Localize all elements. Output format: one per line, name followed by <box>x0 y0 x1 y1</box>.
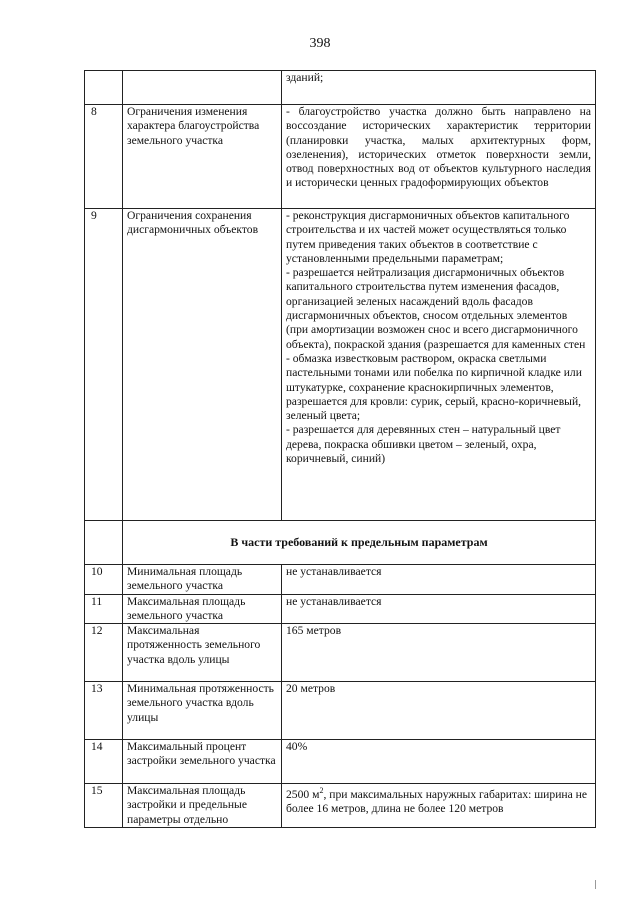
value-superscript: 2 <box>319 786 324 796</box>
row-number: 9 <box>85 209 123 521</box>
table-row <box>85 682 596 740</box>
section-empty-cell <box>85 521 123 565</box>
table-row <box>85 740 596 784</box>
row-number: 13 <box>85 682 123 740</box>
table-row <box>85 105 596 209</box>
value-rest: , при максимальных наружных габаритах: ширина не более 16 метров, длина не более 120 метров <box>286 788 587 816</box>
row-value: не устанавливается <box>282 594 596 624</box>
section-row <box>85 521 596 565</box>
row-parameter: Минимальная площадь земельного участка <box>123 565 282 595</box>
row-value: - реконструкция дисгармоничных объектов капитального строительства и их частей может осуществляться только путем приведения таких объектов в соответствие с установленными предельными параметрам; - разрешается нейтрализация дисгармоничных объектов капитального строительства путем изменения фасадов, организацией зеленых насаждений вдоль фасадов дисгармоничных объектов, сносом отдельных элементов (при амортизации возможен снос и всего дисгармоничного объекта), покраской здания (разрешается для каменных стен - обмазка известковым раствором, окраска светлыми пастельными тонами или побелка по кирпичной кладке или штукатурке, сохранение краснокирпичных элементов, разрешается для кровли: сурик, серый, красно-коричневый, зеленый цвета; - разрешается для деревянных стен – натуральный цвет дерева, покраска обшивки цветом – зеленый, охра, коричневый, синий) <box>282 209 596 521</box>
table-row <box>85 784 596 828</box>
row-number: 8 <box>85 105 123 209</box>
row-number: 11 <box>85 594 123 624</box>
row-parameter: Ограничения изменения характера благоустройства земельного участка <box>123 105 282 209</box>
row-number: 10 <box>85 565 123 595</box>
regulations-table <box>84 70 596 828</box>
row-parameter: Минимальная протяженность земельного участка вдоль улицы <box>123 682 282 740</box>
row-value <box>282 784 596 828</box>
row-value: - благоустройство участка должно быть направлено на воссоздание исторических характеристик территории (планировки участка, малых архитектурных форм, озеленения), исторических отметок поверхности земли, отвод поверхностных вод от объектов культурного наследия и исторически ценных градоформирующих объектов <box>282 105 596 209</box>
row-parameter: Максимальная площадь застройки и предельные параметры отдельно <box>123 784 282 828</box>
table-row <box>85 594 596 624</box>
row-number: 12 <box>85 624 123 682</box>
row-number: 15 <box>85 784 123 828</box>
value-prefix: 2500 м <box>286 788 320 802</box>
row-value: не устанавливается <box>282 565 596 595</box>
row-value: зданий; <box>282 71 596 105</box>
row-parameter: Максимальный процент застройки земельного участка <box>123 740 282 784</box>
row-parameter <box>123 71 282 105</box>
row-parameter: Ограничения сохранения дисгармоничных объектов <box>123 209 282 521</box>
table-row <box>85 624 596 682</box>
row-value: 20 метров <box>282 682 596 740</box>
row-number <box>85 71 123 105</box>
scan-mark <box>595 880 596 889</box>
row-value: 40% <box>282 740 596 784</box>
table-row <box>85 565 596 595</box>
table-row <box>85 71 596 105</box>
row-value: 165 метров <box>282 624 596 682</box>
page-number: 398 <box>309 36 331 51</box>
row-parameter: Максимальная протяженность земельного участка вдоль улицы <box>123 624 282 682</box>
table-row <box>85 209 596 521</box>
row-parameter: Максимальная площадь земельного участка <box>123 594 282 624</box>
section-title: В части требований к предельным параметрам <box>123 521 596 565</box>
row-number: 14 <box>85 740 123 784</box>
